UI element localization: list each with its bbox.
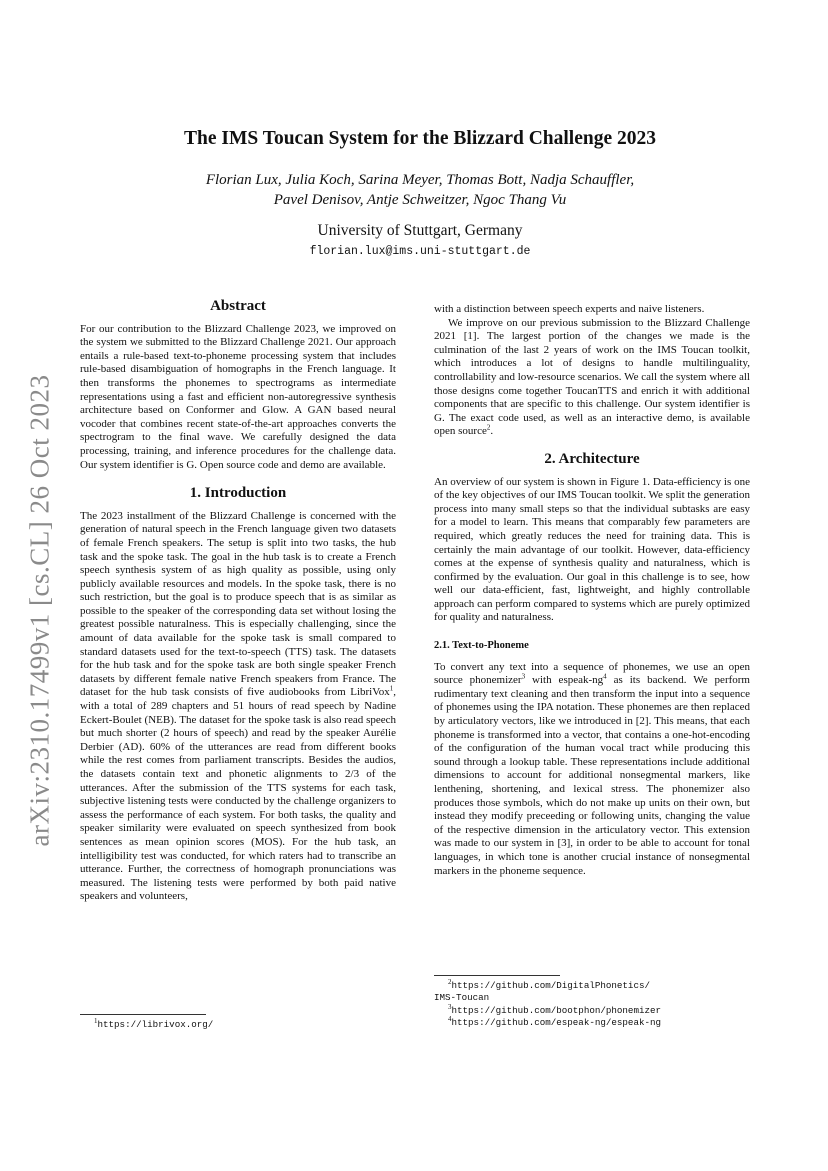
left-column — [80, 300, 396, 904]
footnote-rule — [80, 1014, 206, 1015]
footnote-2-url-line1[interactable]: https://github.com/DigitalPhonetics/ — [451, 980, 650, 991]
author-list — [90, 170, 750, 210]
footnote-2-url-line2[interactable]: IMS-Toucan — [434, 992, 490, 1004]
intro-continuation: with a distinction between speech experts and naive listeners. — [434, 303, 705, 315]
arxiv-side-identifier — [20, 370, 60, 850]
author-line-1: Florian Lux, Julia Koch, Sarina Meyer, Thomas Bott, Nadja Schauffler, — [205, 172, 635, 188]
footnotes-right — [434, 975, 750, 1030]
footnote-3-url[interactable]: https://github.com/bootphon/phonemizer — [451, 1004, 662, 1016]
introduction-paragraph-1 — [80, 510, 396, 904]
footnotes-left — [80, 1014, 396, 1031]
footnote-2-cont — [434, 992, 750, 1004]
footnote-3 — [434, 1002, 750, 1017]
right-column — [434, 303, 750, 878]
author-line-2: Pavel Denisov, Antje Schweitzer, Ngoc Thang Vu — [273, 192, 567, 208]
paper-title: The IMS Toucan System for the Blizzard Challenge 2023 — [184, 128, 656, 149]
introduction-heading: 1. Introduction — [189, 485, 287, 502]
t2p-text-part-a: To convert any text into a sequence of phonemes, we use an open source phonemizer — [434, 660, 750, 687]
footnote-mark-2: 2 — [486, 423, 491, 432]
footnote-mark-1: 1 — [389, 684, 394, 693]
introduction-paragraph-2 — [434, 317, 750, 439]
intro-para2-part-b: . — [490, 425, 494, 438]
footnote-4 — [434, 1017, 750, 1029]
architecture-heading: 2. Architecture — [544, 450, 640, 467]
footnote-mark-4: 4 — [603, 672, 607, 681]
footnote-4-mark: 4 — [448, 1015, 452, 1024]
footnote-1 — [80, 1016, 396, 1031]
t2p-text-part-c: as its backend. We perform rudimentary text cleaning and then transform the input into a sequence of phonemes using the IPA notation. These phonemes are then replaced by articulatory vectors, like we introduced in [2]. This means, that each phoneme is transformed into a vector, that contains a one-hot-encoding of the configuration of the human vocal tract while producing this sound through a lookup table. These representations include additional dimensions to account for additional nonsegmental markers, like lenthening, shortening, and lexical stress. The phonemizer also produces those symbols, which do not make up units on their own, but instead they modify preceeding or following units, changing the value of the respective dimension in the articulatory vector. This extension was made to our system in [3], in order to be able to account for tonal languages, in which tone is another crucial instance of nonsegmental markers in the phoneme sequence. — [434, 674, 750, 877]
footnote-2 — [434, 977, 750, 992]
footnote-4-url[interactable]: https://github.com/espeak-ng/espeak-ng — [451, 1017, 662, 1029]
arxiv-id-text: arXiv:2310.17499v1 [cs.CL] 26 Oct 2023 — [24, 374, 55, 846]
text-to-phoneme-text — [434, 661, 750, 879]
footnote-2-mark: 2 — [448, 977, 452, 986]
intro-text-part-a: The 2023 installment of the Blizzard Challenge is concerned with the generation of natural speech in the French language given two datasets of female French speakers. The setup is split into two tasks, the hub task and the spoke task. The goal in the hub task is to create a French speech synthesis system of as high quality as possible, using only publicly available resources and models. In the spoke task, there is no such restriction, but the goal is to produce speech that is as similar as possible to the speaker of the corresponding data set without losing the greatest possible naturalness. This is especially challenging, since the amount of data available for the spoke task is small compared to standard datasets used for the text-to-speech (TTS) task. The datasets for the hub task and for the spoke task are both single speaker French datasets by different female native French speakers from France. The dataset for the hub task consists of five audiobooks from LibriVox — [80, 509, 396, 699]
abstract-text: For our contribution to the Blizzard Challenge 2023, we improved on the system we submitted to the Blizzard Challenge 2021. Our approach entails a rule-based text-to-phoneme processing system that includes rule-based disambiguation of homographs in the French language. It then transforms the phonemes to spectrograms as intermediate representations using a fast and efficient non-autoregressive synthesis architecture based on Conformer and Glow. A GAN based neural vocoder that combines recent state-of-the-art approaches converts the spectrogram to the final wave. We carefully designed the data processing, training, and inference procedures for the challenge data. Our system identifier is G. Open source code and demo are available. — [80, 322, 396, 471]
affiliation: University of Stuttgart, Germany — [317, 222, 523, 239]
intro-para2-part-a: We improve on our previous submission to the Blizzard Challenge 2021 [1]. The largest portion of the changes we made is the culmination of the last 2 years of work on the IMS Toucan toolkit, which introduces a lot of designs to handle multilinguality, controllability and low-resource scenarios. We call the system where all those designs come together ToucanTTS and enrich it with additional components that are specific to this challenge. Our system identifier is G. The exact code used, as well as an interactive demo, is available open source — [434, 316, 750, 438]
footnote-3-mark: 3 — [448, 1002, 452, 1011]
footnote-mark-3: 3 — [521, 672, 526, 681]
footnote-rule — [434, 975, 560, 976]
intro-text-part-b: , with a total of 289 chapters and 51 hours of read speech by Nadine Eckert-Boulet (NEB). The dataset for the spoke task is also read speech but much shorter (2 hours of speech) and read by the speaker Aurélie Derbier (AD). 60% of the utterances are read from different books while the rest comes from parliament transcripts. Besides the audios, the datasets contain text and phonetic alignments to 2/3 of the utterances. After the submission of the TTS systems for each task, subjective listening tests were conducted by the challenge organizers to assess the performance of each system. For both tasks, the quality and speaker similarity were evaluated on speech synthesized from book sentences as mean opinion scores (MOS). For the hub task, an intelligibility test was conducted, for which raters had to transcribe an utterance. Further, the correctness of homograph pronunciations was measured. The listening tests were performed by both paid native speakers and volunteers, — [80, 686, 396, 903]
abstract-heading: Abstract — [210, 298, 266, 314]
text-to-phoneme-heading: 2.1. Text-to-Phoneme — [434, 640, 529, 652]
contact-email: florian.lux@ims.uni-stuttgart.de — [309, 245, 531, 258]
footnote-1-url[interactable]: https://librivox.org/ — [97, 1019, 214, 1030]
footnote-1-mark: 1 — [94, 1016, 98, 1025]
t2p-text-part-b: with espeak-ng — [525, 674, 604, 687]
architecture-text: An overview of our system is shown in Figure 1. Data-efficiency is one of the key objectives of our IMS Toucan toolkit. We split the generation process into many small steps so that the individual subtasks are easy for a model to learn. This means that comparably few parameters are required, which greatly reduces the need for training data. This is certainly the main advantage of our toolkit. However, data-efficiency comes at the expense of synthesis quality and naturalness, which is confirmed by the evaluation. Our goal in this challenge is to see, how well our data-efficient, fast, lightweight, and highly controllable approach can perform compared to systems which are purely optimized for quality and naturalness. — [434, 475, 750, 624]
